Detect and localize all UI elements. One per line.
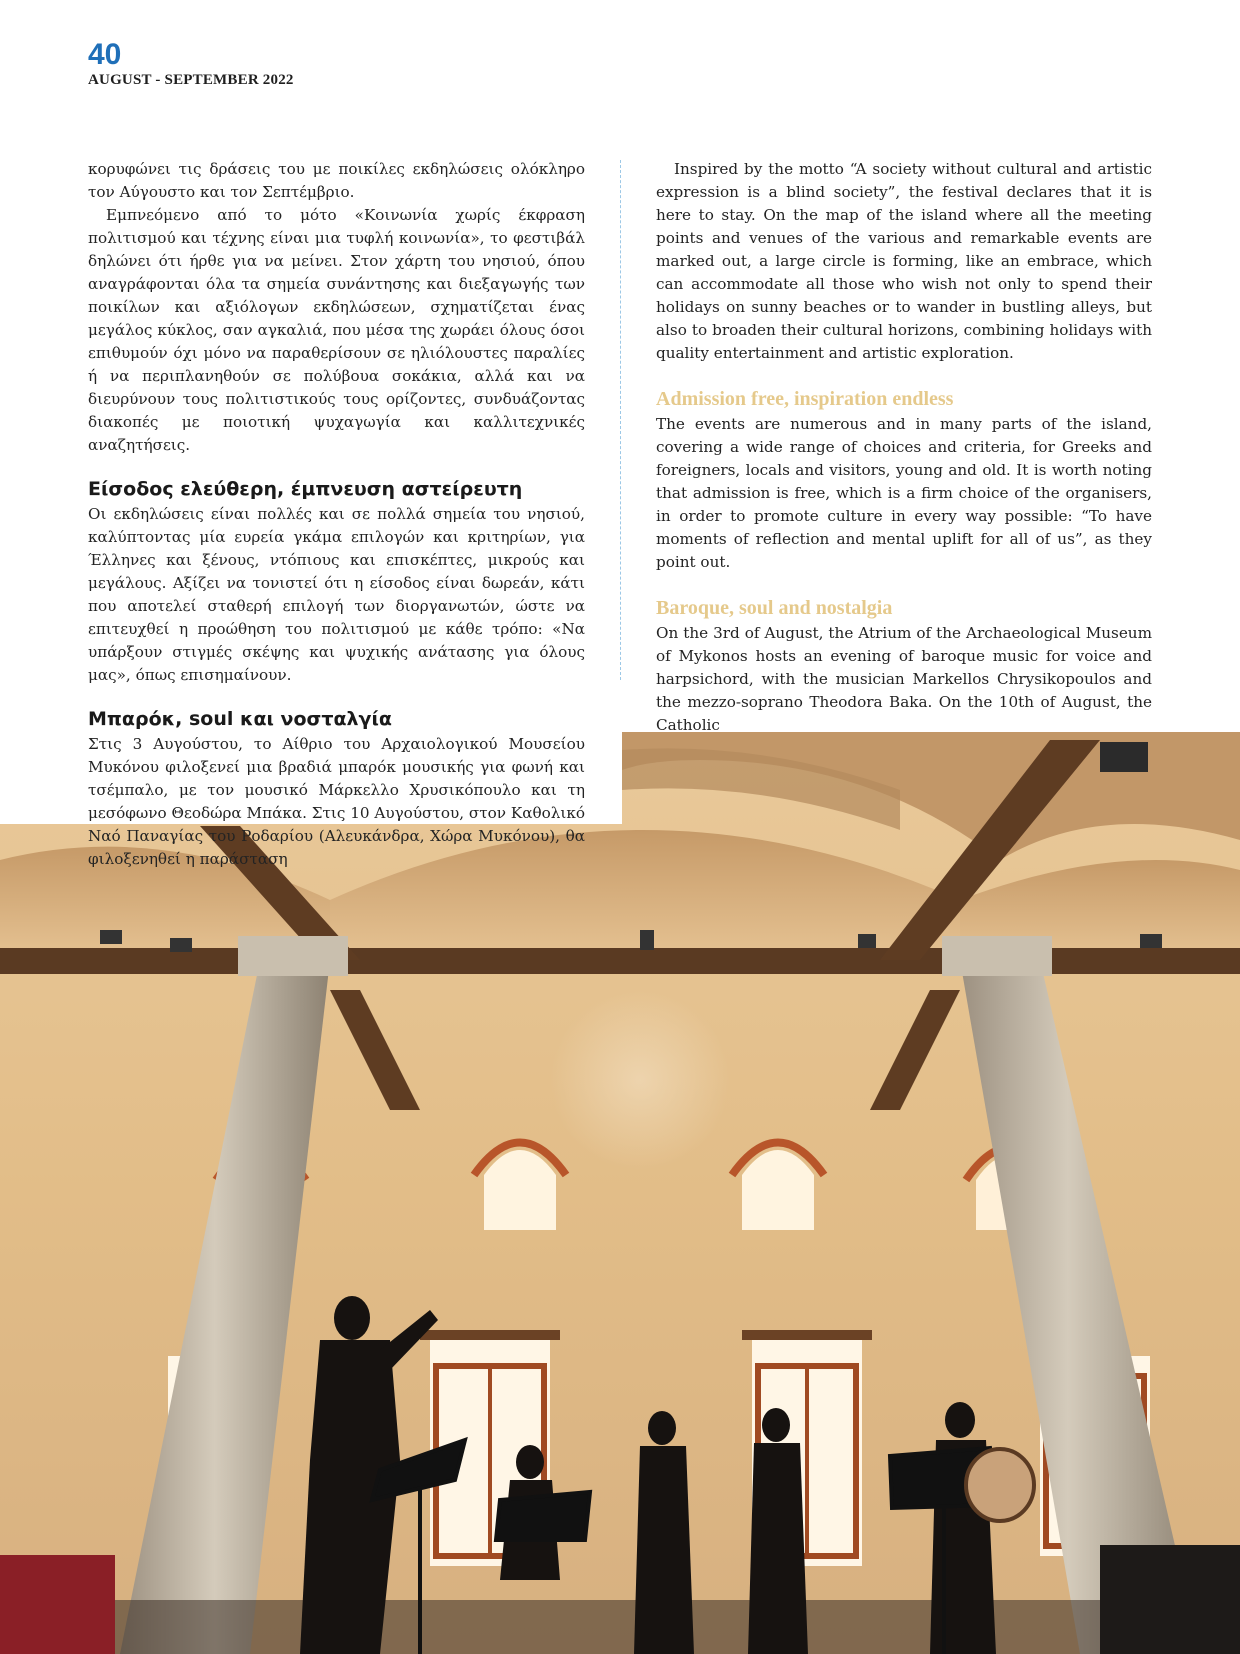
greek-paragraph-3: Οι εκδηλώσεις είναι πολλές και σε πολλά σημεία του νησιού, καλύπτοντας μία ευρεία γκάμα επιλογών και κριτηρίων, για Έλληνες και ξένους, ντόπιους και επισκέπτες, μικρούς και μεγάλους. Αξίζει να τονιστεί ότι η είσοδος είναι δωρεάν, κάτι που αποτελεί σταθερή επιλογή των διοργανωτών, ώστε να επιτευχθεί η προώθηση του πολιτισμού με κάθε τρόπο: «Να υπάρξουν στιγμές σκέψης και ψυχικής ανάτασης για όλους μας», όπως επισημαίνουν. — [88, 505, 585, 684]
greek-paragraph-2: Εμπνεόμενο από το μότο «Κοινωνία χωρίς έκφραση πολιτισμού και τέχνης είναι μια τυφλή κοινωνία», το φεστιβάλ δηλώνει ότι ήρθε για να μείνει. Στον χάρτη του νησιού, όπου αναγράφονται όλα τα σημεία συνάντησης και διεξαγωγής των ποικίλων και αξιόλογων εκδηλώσεων, σχηματίζεται ένας μεγάλος κύκλος, σαν αγκαλιά, που μέσα της χωράει όλους όσοι επιθυμούν όχι μόνο να παραθερίσουν σε ηλιόλουστες παραλίες ή να περιπλανηθούν σε πολύβουα σοκάκια, αλλά και να διευρύνουν τους πολιτιστικούς τους ορίζοντες, συνδυάζοντας διακοπές με ποιοτική ψυχαγωγία και καλλιτεχνικές αναζητήσεις. — [88, 206, 585, 454]
greek-column — [88, 158, 585, 871]
english-paragraph-1: Inspired by the motto “A society without cultural and artistic expression is a blind society”, the festival declares that it is here to stay. On the map of the island where all the meeting points and venues of the various and remarkable events are marked out, a large circle is forming, like an embrace, which can accommodate all those who wish not only to spend their holidays on sunny beaches or to wander in bustling alleys, but also to broaden their cultural horizons, combining holidays with quality entertainment and artistic exploration. — [656, 160, 1152, 362]
page-number: 40 — [88, 38, 122, 71]
english-column — [656, 158, 1152, 737]
greek-paragraph-4: Στις 3 Αυγούστου, το Αίθριο του Αρχαιολογικού Μουσείου Μυκόνου φιλοξενεί μια βραδιά μπαρόκ μουσικής για φωνή και τσέμπαλο, με τον μουσικό Μάρκελλο Χρυσικόπουλο και τη μεσόφωνο Θεοδώρα Μπάκα. Στις 10 Αυγούστου, στον Καθολικό Ναό Παναγίας του Ροδαρίου (Αλευκάνδρα, Χώρα Μυκόνου), θα φιλοξενηθεί η παράσταση — [88, 735, 585, 868]
red-draped-table — [0, 1555, 115, 1654]
issue-date: AUGUST - SEPTEMBER 2022 — [88, 72, 294, 88]
english-heading-admission: Admission free, inspiration endless — [656, 388, 954, 410]
english-paragraph-2: The events are numerous and in many parts of the island, covering a wide range of choices and criteria, for Greeks and foreigners, locals and visitors, young and old. It is worth noting that admission is free, which is a firm choice of the organisers, in order to promote culture in every way possible: “To have moments of reflection and mental uplift for all of us”, as they point out. — [656, 415, 1152, 571]
english-heading-baroque: Baroque, soul and nostalgia — [656, 597, 893, 619]
frame-drum — [966, 1449, 1034, 1521]
english-paragraph-3: On the 3rd of August, the Atrium of the Archaeological Museum of Mykonos hosts an evening of baroque music for voice and harpsichord, with the musician Markellos Chrysikopoulos and the mezzo-soprano Theodora Baka. On the 10th of August, the Catholic — [656, 624, 1152, 734]
column-divider — [620, 160, 621, 680]
greek-heading-baroque: Μπαρόκ, soul και νοσταλγία — [88, 708, 392, 730]
greek-paragraph-1: κορυφώνει τις δράσεις του με ποικίλες εκδηλώσεις ολόκληρο τον Αύγουστο και τον Σεπτέμβριο. — [88, 160, 585, 201]
greek-heading-admission: Είσοδος ελεύθερη, έμπνευση αστείρευτη — [88, 478, 523, 500]
